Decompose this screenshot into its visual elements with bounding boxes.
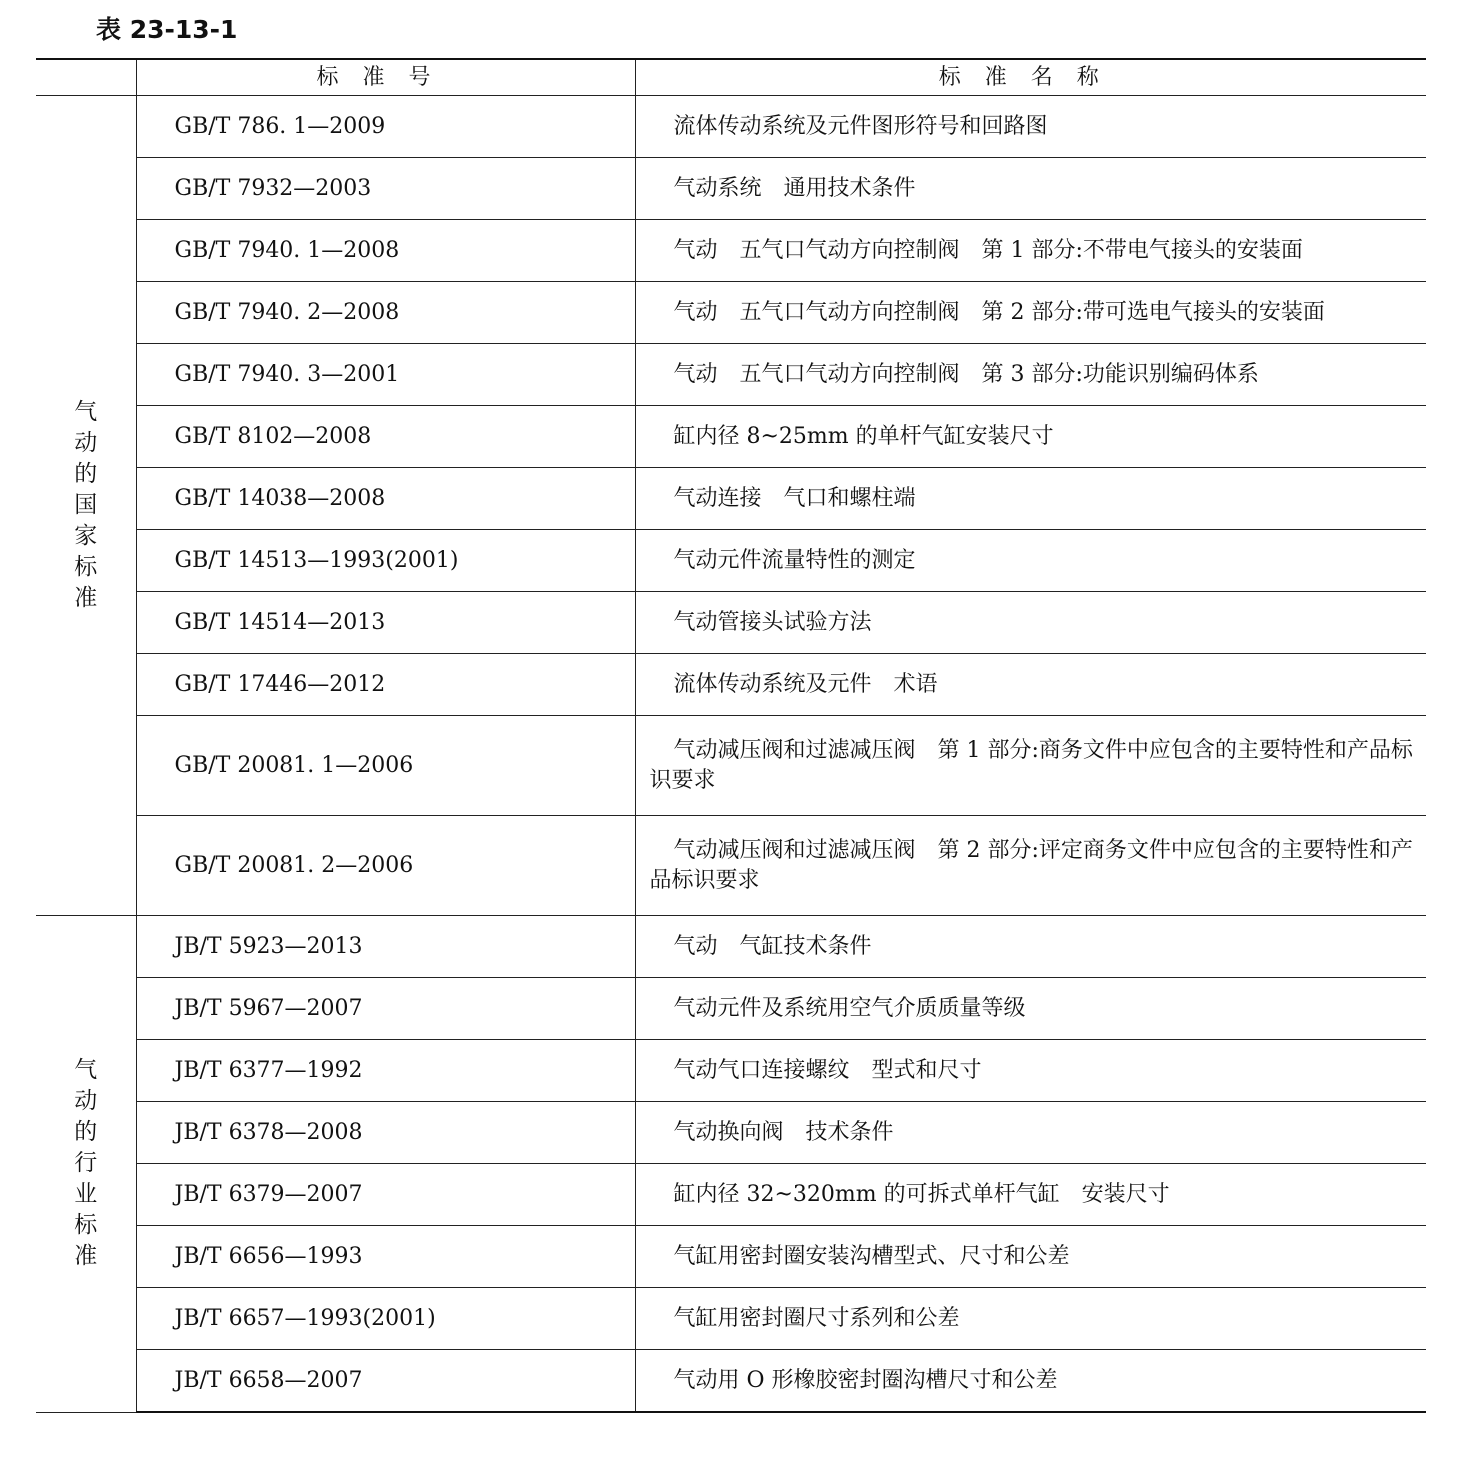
standard-name-cell: 流体传动系统及元件图形符号和回路图: [635, 96, 1426, 158]
standard-no-cell: JB/T 6377—1992: [136, 1040, 635, 1102]
category-label: 气动的国家标准: [74, 399, 98, 611]
standard-name-cell: 气动 五气口气动方向控制阀 第 2 部分:带可选电气接头的安装面: [635, 282, 1426, 344]
standard-no-cell: GB/T 7940. 1—2008: [136, 220, 635, 282]
standard-name-cell: 气缸用密封圈尺寸系列和公差: [635, 1288, 1426, 1350]
standard-no-cell: JB/T 5923—2013: [136, 916, 635, 978]
table-row: [36, 1226, 1426, 1288]
standard-name-cell: 气动元件流量特性的测定: [635, 530, 1426, 592]
table-row: [36, 344, 1426, 406]
header-standard-name: 标准名称: [635, 59, 1426, 96]
table-body: [36, 96, 1426, 1413]
standard-no-cell: GB/T 7940. 3—2001: [136, 344, 635, 406]
table-row: [36, 530, 1426, 592]
table-row: [36, 1040, 1426, 1102]
standard-name-cell: 缸内径 8~25mm 的单杆气缸安装尺寸: [635, 406, 1426, 468]
standard-name-cell: 气动元件及系统用空气介质质量等级: [635, 978, 1426, 1040]
category-label: 气动的行业标准: [74, 1057, 98, 1270]
standard-name-cell: 气动用 O 形橡胶密封圈沟槽尺寸和公差: [635, 1350, 1426, 1413]
standard-name-cell: 气缸用密封圈安装沟槽型式、尺寸和公差: [635, 1226, 1426, 1288]
table-row: [36, 1164, 1426, 1226]
table-row: [36, 282, 1426, 344]
header-standard-no: 标准号: [136, 59, 635, 96]
standard-no-cell: JB/T 6379—2007: [136, 1164, 635, 1226]
table-title: 表 23-13-1: [96, 15, 238, 44]
table-row: [36, 1102, 1426, 1164]
standard-no-cell: GB/T 17446—2012: [136, 654, 635, 716]
table-row: [36, 916, 1426, 978]
standard-no-cell: GB/T 20081. 1—2006: [136, 716, 635, 816]
standard-no-cell: GB/T 14514—2013: [136, 592, 635, 654]
table-row: [36, 816, 1426, 916]
table-row: [36, 1350, 1426, 1413]
standard-no-cell: GB/T 14513—1993(2001): [136, 530, 635, 592]
table-row: [36, 96, 1426, 158]
standard-no-cell: JB/T 6656—1993: [136, 1226, 635, 1288]
table-header-row: [36, 59, 1426, 96]
standard-name-cell: 气动减压阀和过滤减压阀 第 1 部分:商务文件中应包含的主要特性和产品标识要求: [635, 716, 1426, 816]
table-row: [36, 406, 1426, 468]
standard-no-cell: GB/T 20081. 2—2006: [136, 816, 635, 916]
standard-name-cell: 气动系统 通用技术条件: [635, 158, 1426, 220]
standard-no-cell: JB/T 6378—2008: [136, 1102, 635, 1164]
standard-name-cell: 气动减压阀和过滤减压阀 第 2 部分:评定商务文件中应包含的主要特性和产品标识要求: [635, 816, 1426, 916]
category-national: [36, 96, 136, 916]
category-industry: [36, 916, 136, 1413]
standard-name-cell: 缸内径 32~320mm 的可拆式单杆气缸 安装尺寸: [635, 1164, 1426, 1226]
standard-no-cell: JB/T 6658—2007: [136, 1350, 635, 1413]
table-row: [36, 654, 1426, 716]
table-row: [36, 978, 1426, 1040]
standard-name-cell: 气动 气缸技术条件: [635, 916, 1426, 978]
standard-name-cell: 气动气口连接螺纹 型式和尺寸: [635, 1040, 1426, 1102]
standard-name-cell: 流体传动系统及元件 术语: [635, 654, 1426, 716]
standard-no-cell: GB/T 7940. 2—2008: [136, 282, 635, 344]
standard-no-cell: GB/T 7932—2003: [136, 158, 635, 220]
standard-no-cell: GB/T 14038—2008: [136, 468, 635, 530]
standard-name-cell: 气动换向阀 技术条件: [635, 1102, 1426, 1164]
standard-name-cell: 气动 五气口气动方向控制阀 第 3 部分:功能识别编码体系: [635, 344, 1426, 406]
standard-name-cell: 气动管接头试验方法: [635, 592, 1426, 654]
standard-name-cell: 气动连接 气口和螺柱端: [635, 468, 1426, 530]
table-row: [36, 158, 1426, 220]
table-row: [36, 468, 1426, 530]
header-category: [36, 59, 136, 96]
standard-no-cell: GB/T 786. 1—2009: [136, 96, 635, 158]
table-row: [36, 220, 1426, 282]
standard-no-cell: GB/T 8102—2008: [136, 406, 635, 468]
table-row: [36, 1288, 1426, 1350]
standard-no-cell: JB/T 6657—1993(2001): [136, 1288, 635, 1350]
table-row: [36, 716, 1426, 816]
table-row: [36, 592, 1426, 654]
standards-table: [36, 58, 1426, 1413]
standard-name-cell: 气动 五气口气动方向控制阀 第 1 部分:不带电气接头的安装面: [635, 220, 1426, 282]
standard-no-cell: JB/T 5967—2007: [136, 978, 635, 1040]
